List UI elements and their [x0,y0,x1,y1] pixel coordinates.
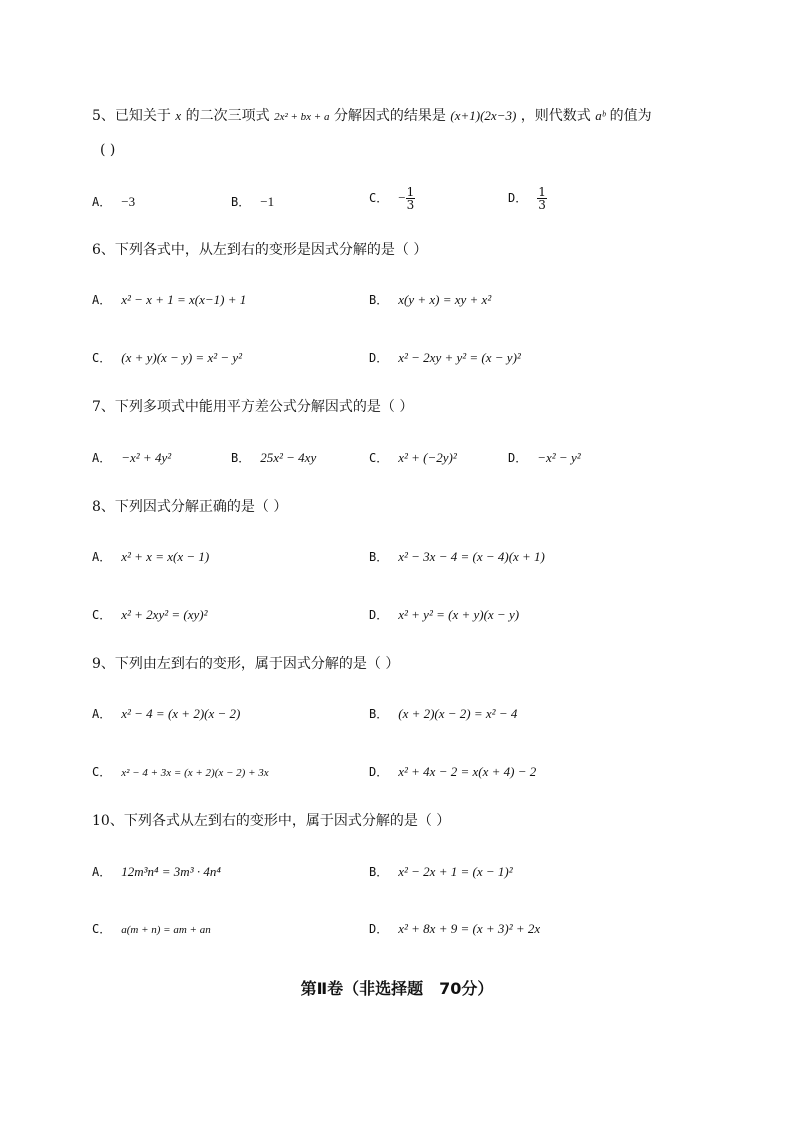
q5-option-b[interactable] [231,192,274,213]
q10-option-c[interactable] [92,919,211,940]
question-8-stem: 8、下列因式分解正确的是（ ） [92,499,288,515]
option-label: B． [369,707,389,721]
q6-option-a[interactable] [92,290,246,311]
option-label: C． [92,922,112,936]
option-expression: x² + 2xy² = (xy)² [121,607,208,622]
option-expression: x² + (−2y)² [398,450,457,465]
q5-stem-part2: 的二次三项式 [185,108,270,124]
option-label: C． [92,765,112,779]
q9-option-b[interactable] [369,704,517,725]
question-10-stem: 10、下列各式从左到右的变形中，属于因式分解的是（ ） [92,813,451,829]
option-label: D． [508,451,528,465]
option-label: C． [369,451,389,465]
q6-option-d[interactable] [369,348,521,369]
option-label: B． [231,195,251,209]
option-expression: x² − 2x + 1 = (x − 1)² [398,864,513,879]
section-heading: 第Ⅱ卷（非选择题 70分） [300,979,494,998]
q5-stem-part1: 5、已知关于 [92,108,171,124]
q10-option-b[interactable] [369,862,513,883]
option-expression: x² − 2xy + y² = (x − y)² [398,350,521,365]
q10-option-a[interactable] [92,862,221,883]
option-label: B． [231,451,251,465]
q5-expression: 2x² + bx + a [274,111,330,123]
q8-option-d[interactable] [369,605,519,626]
option-expression: (x + y)(x − y) = x² − y² [121,350,243,365]
option-expression: x² + x = x(x − 1) [121,549,210,564]
option-expression: x² − 4 = (x + 2)(x − 2) [121,706,241,721]
q5-stem-part5: 的值为 [609,108,652,124]
q9-option-c[interactable] [92,762,269,783]
q8-option-c[interactable] [92,605,207,626]
q5-power: aᵇ [595,108,606,123]
option-label: D． [369,765,389,779]
option-expression: x² − 4 + 3x = (x + 2)(x − 2) + 3x [121,767,269,779]
option-expression: x² − x + 1 = x(x−1) + 1 [121,292,247,307]
fraction [537,186,547,211]
fraction-numerator: 1 [406,185,415,199]
fraction-denominator: 3 [406,198,415,212]
question-9-stem: 9、下列由左到右的变形，属于因式分解的是（ ） [92,656,400,672]
question-7-stem: 7、下列多项式中能用平方差公式分解因式的是（ ） [92,399,414,415]
option-expression: x² − 3x − 4 = (x − 4)(x + 1) [398,549,545,564]
option-expression: x² + y² = (x + y)(x − y) [398,607,520,622]
q8-option-a[interactable] [92,547,209,568]
option-label: A． [92,550,112,564]
question-5-stem [92,106,652,127]
option-label: D． [369,922,389,936]
option-label: D． [508,191,528,205]
option-expression: (x + 2)(x − 2) = x² − 4 [398,706,518,721]
q6-option-b[interactable] [369,290,491,311]
option-label: B． [369,550,389,564]
option-expression: −x² − y² [537,450,581,465]
option-expression: a(m + n) = am + an [121,924,211,936]
q8-option-b[interactable] [369,547,545,568]
option-expression: x² + 4x − 2 = x(x + 4) − 2 [398,764,537,779]
q5-option-c[interactable] [369,186,415,211]
option-expression: 25x² − 4xy [260,450,317,465]
q7-option-a[interactable] [92,448,171,469]
option-sign: − [398,190,406,205]
option-expression: x(y + x) = xy + x² [398,292,492,307]
question-6-stem: 6、下列各式中，从左到右的变形是因式分解的是（ ） [92,242,428,258]
fraction [406,186,416,211]
q5-option-d[interactable] [508,186,547,211]
option-expression: 12m³n⁴ = 3m³ · 4n⁴ [121,864,221,879]
q7-option-d[interactable] [508,448,581,469]
option-label: B． [369,865,389,879]
q9-option-a[interactable] [92,704,240,725]
q9-option-d[interactable] [369,762,536,783]
option-label: A． [92,195,112,209]
q5-stem-part4: ，则代数式 [520,108,591,124]
q7-option-b[interactable] [231,448,316,469]
q5-result: (x+1)(2x−3) [450,108,517,123]
option-label: A． [92,707,112,721]
option-label: C． [92,351,112,365]
option-expression: −x² + 4y² [121,450,172,465]
q5-option-a[interactable] [92,192,135,213]
option-label: A． [92,865,112,879]
q10-option-d[interactable] [369,919,540,940]
q5-answer-paren: ( ) [100,142,116,158]
option-label: D． [369,608,389,622]
option-expression: −1 [260,194,275,209]
option-label: A． [92,451,112,465]
option-label: C． [369,191,389,205]
q5-var-x: x [175,108,182,123]
q6-option-c[interactable] [92,348,242,369]
q5-stem-part3: 分解因式的结果是 [333,108,446,124]
fraction-numerator: 1 [538,185,546,199]
option-expression: −3 [121,194,136,209]
fraction-denominator: 3 [538,198,546,212]
option-label: A． [92,293,112,307]
option-label: D． [369,351,389,365]
option-label: B． [369,293,389,307]
option-expression: x² + 8x + 9 = (x + 3)² + 2x [398,921,541,936]
q7-option-c[interactable] [369,448,457,469]
option-label: C． [92,608,112,622]
